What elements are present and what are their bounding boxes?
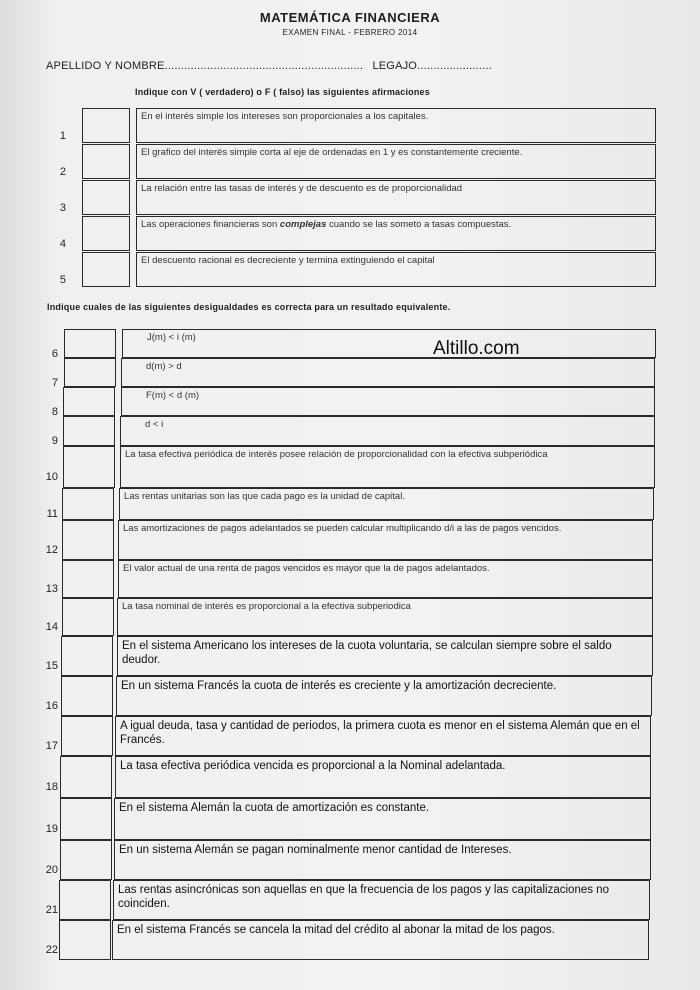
question-number: 1 [59, 129, 66, 142]
statement-text: F(m) < d (m) [121, 387, 655, 416]
statement-text: Las amortizaciones de pagos adelantados se pueden calcular multiplicando d/i a las de pagos vencidos. [118, 520, 653, 560]
answer-box[interactable] [82, 144, 130, 179]
question-number: 10 [45, 471, 58, 483]
question-number: 8 [51, 405, 58, 418]
statement-text: d < i [120, 416, 655, 446]
question-number: 15 [45, 660, 58, 672]
question-number: 2 [59, 165, 66, 178]
answer-box[interactable] [61, 716, 113, 756]
answer-box[interactable] [62, 598, 114, 636]
answer-box[interactable] [60, 840, 112, 880]
question-number: 21 [45, 904, 58, 916]
question-number: 16 [45, 700, 58, 712]
exam-title: MATEMÁTICA FINANCIERA [259, 10, 441, 25]
question-number: 9 [51, 435, 58, 447]
watermark-text: Altillo.com [433, 338, 520, 359]
question-number: 12 [45, 544, 58, 556]
statement-text: En un sistema Alemán se pagan nominalmente menor cantidad de Intereses. [114, 840, 651, 880]
answer-box[interactable] [62, 488, 114, 520]
statement-text: Las rentas asincrónicas son aquellas en que la frecuencia de los pagos y las capitalizaciones no coinciden. [113, 880, 650, 920]
question-number: 7 [51, 376, 58, 389]
answer-box[interactable] [60, 756, 112, 798]
answer-box[interactable] [82, 180, 130, 215]
question-number: 14 [45, 621, 58, 633]
statement-text: La tasa efectiva periódica de interés posee relación de proporcionalidad con la efectiva subperiódica [120, 446, 655, 488]
question-number: 6 [51, 347, 58, 360]
legajo-label: LEGAJO [372, 60, 418, 72]
question-number: 18 [45, 781, 58, 793]
statement-text: En el sistema Americano los intereses de la cuota voluntaria, se calculan siempre sobre el saldo deudor. [117, 636, 653, 676]
question-number: 13 [45, 583, 58, 595]
answer-box[interactable] [61, 636, 113, 676]
exam-subtitle: EXAMEN FINAL - FEBRERO 2014 [282, 28, 418, 37]
answer-box[interactable] [59, 880, 111, 920]
name-label: APELLIDO Y NOMBRE [46, 60, 165, 72]
statement-text: En el sistema Alemán la cuota de amortización es constante. [114, 798, 651, 840]
question-number: 3 [59, 201, 66, 214]
legajo-field[interactable]: ....................... [417, 60, 492, 72]
answer-box[interactable] [63, 416, 115, 446]
student-info-row [46, 60, 656, 72]
question-number: 22 [45, 944, 58, 956]
statement-text: La tasa efectiva periódica vencida es proporcional a la Nominal adelantada. [115, 756, 651, 798]
statement-text: La relación entre las tasas de interés y de descuento es de proporcionalidad [136, 180, 656, 215]
answer-box[interactable] [61, 676, 113, 716]
answer-box[interactable] [64, 329, 116, 358]
answer-box[interactable] [82, 252, 130, 287]
question-number: 17 [45, 740, 58, 752]
question-number: 11 [46, 508, 58, 520]
statement-text: d(m) > d [121, 358, 655, 387]
question-number: 19 [45, 823, 58, 835]
answer-box[interactable] [59, 920, 111, 960]
statement-text: Las rentas unitarias son las que cada pago es la unidad de capital. [119, 488, 654, 520]
statement-text: A igual deuda, tasa y cantidad de periodos, la primera cuota es menor en el sistema Alemán que en el Francés. [115, 716, 651, 756]
answer-box[interactable] [63, 387, 115, 416]
statement-text: Las operaciones financieras son complejas cuando se las someto a tasas compuestas. [136, 216, 656, 251]
statement-text: J(m) < i (m) [122, 329, 656, 358]
statement-text: En el interés simple los intereses son proporcionales a los capitales. [136, 108, 656, 143]
statement-text: En el sistema Francés se cancela la mitad del crédito al abonar la mitad de los pagos. [112, 920, 649, 960]
answer-box[interactable] [64, 358, 116, 387]
answer-box[interactable] [62, 560, 114, 598]
section1-instruction: Indique con V ( verdadero) o F ( falso) las siguientes afirmaciones [135, 87, 430, 97]
section2-instruction: Indique cuales de las siguientes desigualdades es correcta para un resultado equivalente. [47, 302, 451, 312]
statement-text: El grafico del interés simple corta al eje de ordenadas en 1 y es constantemente creciente. [136, 144, 656, 179]
name-field[interactable]: ............................................................. [164, 60, 364, 72]
question-number: 5 [59, 273, 66, 286]
question-number: 20 [45, 864, 58, 876]
answer-box[interactable] [62, 520, 114, 560]
statement-text: El valor actual de una renta de pagos vencidos es mayor que la de pagos adelantados. [118, 560, 653, 598]
answer-box[interactable] [60, 798, 112, 840]
answer-box[interactable] [63, 446, 115, 488]
question-number: 4 [59, 237, 66, 250]
statement-text: El descuento racional es decreciente y termina extinguiendo el capital [136, 252, 656, 287]
answer-box[interactable] [82, 108, 130, 143]
answer-box[interactable] [82, 216, 130, 251]
statement-text: La tasa nominal de interés es proporcional a la efectiva subperiodica [117, 598, 653, 636]
statement-text: En un sistema Francés la cuota de interés es creciente y la amortización decreciente. [116, 676, 652, 716]
